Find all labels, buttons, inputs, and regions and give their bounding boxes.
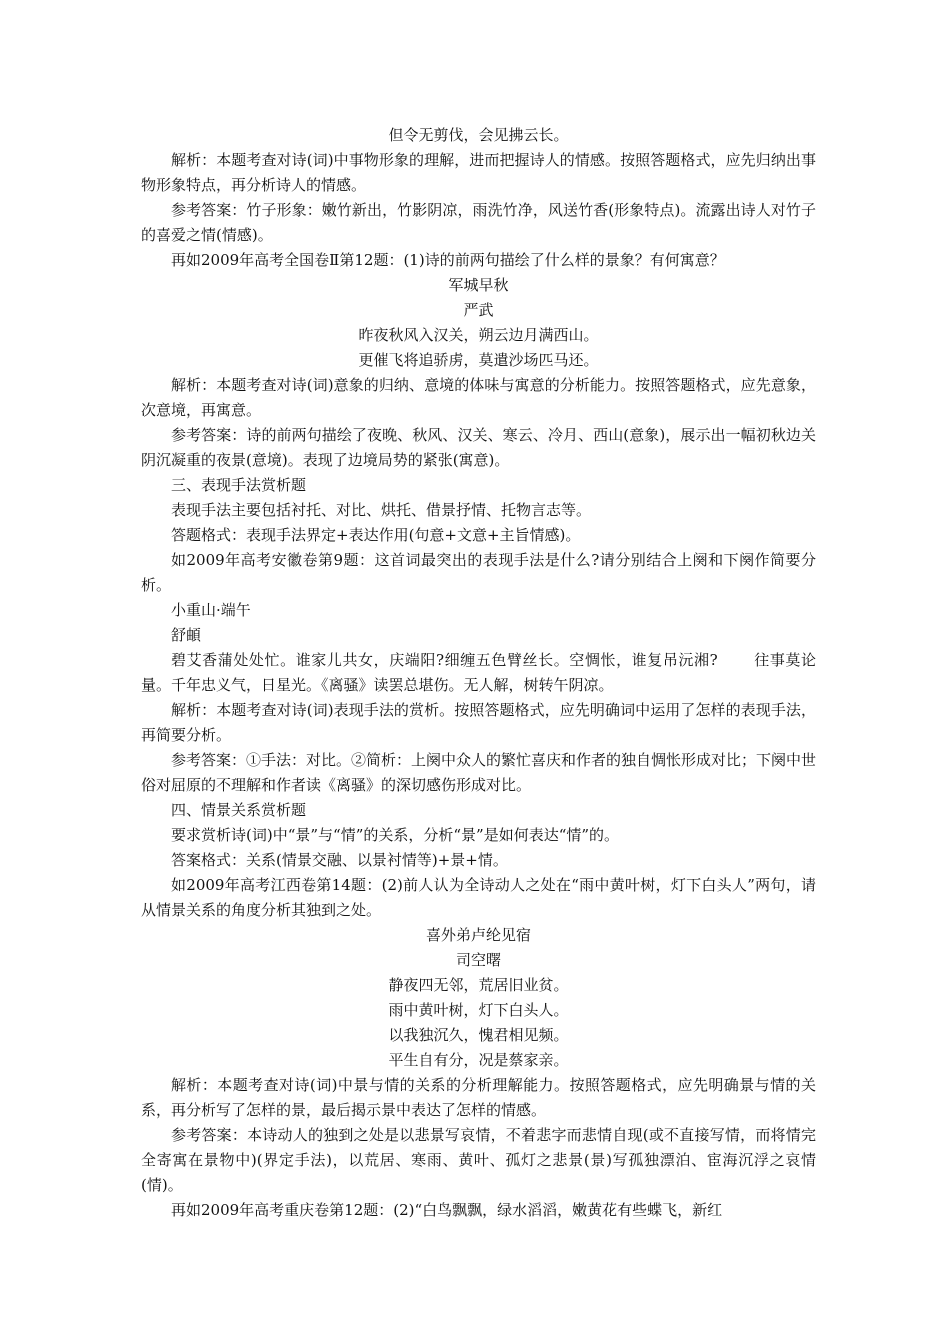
analysis-paragraph: 解析：本题考查对诗(词)意象的归纳、意境的体味与寓意的分析能力。按照答题格式，应先意象，次意境，再寓意。 [141,376,816,419]
poem-body [141,648,816,698]
poem-upper-stanza: 碧艾香蒲处处忙。谁家儿共女，庆端阳?细缠五色臂丝长。空惆怅，谁复吊沅湘? [171,651,718,669]
poem-author: 舒頔 [171,626,202,644]
poem-title: 军城早秋 [448,276,509,294]
document-page [141,123,816,1223]
question-paragraph: 再如2009年高考全国卷Ⅱ第12题：(1)诗的前两句描绘了什么样的景象？有何寓意？ [171,251,725,269]
question-paragraph: 如2009年高考江西卷第14题：(2)前人认为全诗动人之处在“雨中黄叶树，灯下白头人”两句，请从情景关系的角度分析其独到之处。 [141,876,816,919]
question-paragraph: 再如2009年高考重庆卷第12题：(2)“白鸟飘飘，绿水滔滔，嫩黄花有些蝶飞，新红 [171,1201,723,1219]
poem-line: 平生自有分，况是蔡家亲。 [388,1051,569,1069]
body-paragraph: 表现手法主要包括衬托、对比、烘托、借景抒情、托物言志等。 [171,501,592,519]
format-paragraph: 答案格式：关系(情景交融、以景衬情等)+景+情。 [171,851,508,869]
poem-title: 小重山·端午 [171,601,251,619]
analysis-paragraph: 解析：本题考查对诗(词)中景与情的关系的分析理解能力。按照答题格式，应先明确景与情的关系，再分析写了怎样的景，最后揭示景中表达了怎样的情感。 [141,1076,816,1119]
answer-paragraph: 参考答案：诗的前两句描绘了夜晚、秋风、汉关、寒云、冷月、西山(意象)，展示出一幅初秋边关阴沉凝重的夜景(意境)。表现了边境局势的紧张(寓意)。 [141,426,816,469]
format-paragraph: 答题格式：表现手法界定+表达作用(句意+文意+主旨情感)。 [171,526,581,544]
poem-line: 昨夜秋风入汉关，朔云边月满西山。 [358,326,599,344]
poem-lower-stanza: 往事莫论量。千年忠义气，日星光。《离骚》读罢总堪伤。无人解，树转午阴凉。 [141,651,816,694]
poem-title: 喜外弟卢纶见宿 [425,926,531,944]
poem-author: 严武 [463,301,494,319]
question-paragraph: 如2009年高考安徽卷第9题：这首词最突出的表现手法是什么?请分别结合上阕和下阕作简要分析。 [141,551,816,594]
body-paragraph: 要求赏析诗(词)中“景”与“情”的关系，分析“景”是如何表达“情”的。 [171,826,620,844]
analysis-paragraph: 解析：本题考查对诗(词)中事物形象的理解，进而把握诗人的情感。按照答题格式，应先归纳出事物形象特点，再分析诗人的情感。 [141,151,816,194]
poem-line: 更催飞将追骄虏，莫遣沙场匹马还。 [358,351,599,369]
poem-line: 但令无剪伐，会见拂云长。 [388,126,569,144]
answer-paragraph: 参考答案：竹子形象：嫩竹新出，竹影阴凉，雨洗竹净，风送竹香(形象特点)。流露出诗人对竹子的喜爱之情(情感)。 [141,201,816,244]
answer-paragraph: 参考答案：①手法：对比。②简析：上阕中众人的繁忙喜庆和作者的独自惆怅形成对比；下阕中世俗对屈原的不理解和作者读《离骚》的深切感伤形成对比。 [141,751,817,794]
poem-line: 雨中黄叶树，灯下白头人。 [388,1001,569,1019]
poem-line: 静夜四无邻，荒居旧业贫。 [388,976,569,994]
answer-paragraph: 参考答案：本诗动人的独到之处是以悲景写哀情，不着悲字而悲情自现(或不直接写情，而将情完全寄寓在景物中)(界定手法)，以荒居、寒雨、黄叶、孤灯之悲景(景)写孤独漂泊、宦海沉浮之哀情(情)。 [141,1126,816,1194]
analysis-paragraph: 解析：本题考查对诗(词)表现手法的赏析。按照答题格式，应先明确词中运用了怎样的表现手法，再简要分析。 [141,701,816,744]
section-heading: 四、情景关系赏析题 [171,801,307,819]
section-heading: 三、表现手法赏析题 [171,476,307,494]
poem-author: 司空曙 [455,951,501,969]
poem-line: 以我独沉久，愧君相见频。 [388,1026,569,1044]
